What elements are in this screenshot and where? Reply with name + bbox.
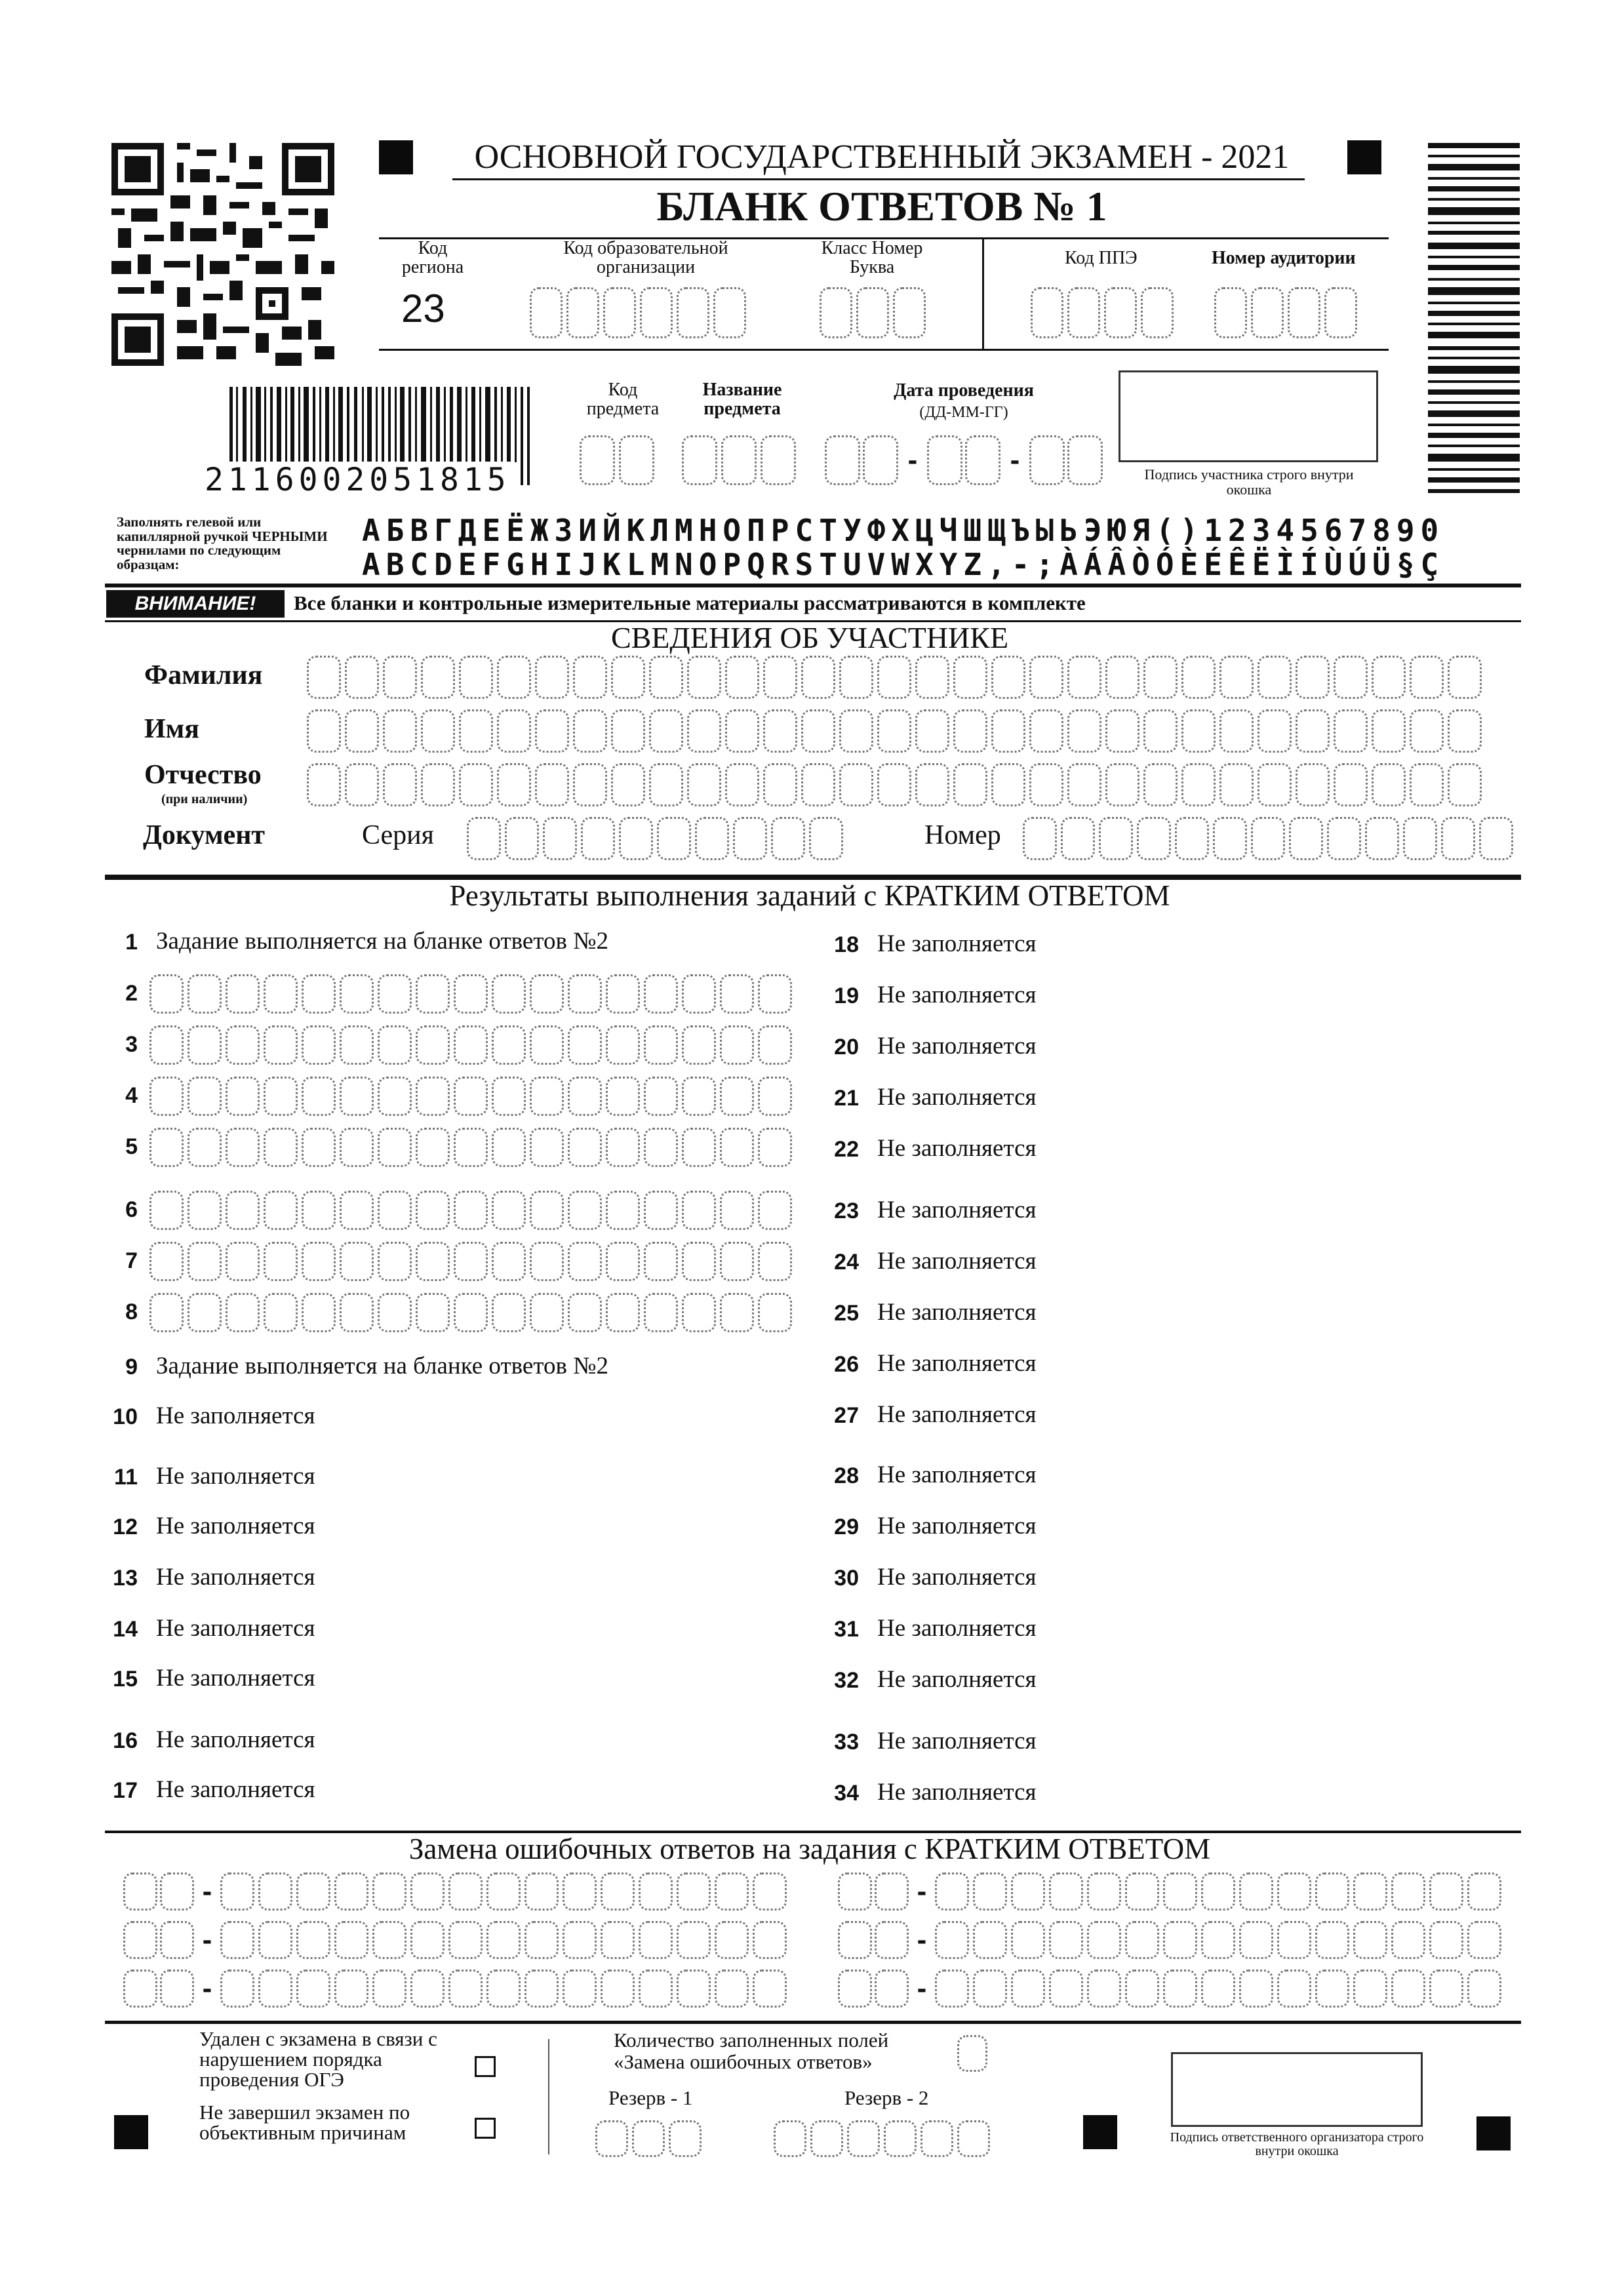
subject-code-label: Код предмета (586, 380, 660, 420)
task-number: 14 (113, 1617, 138, 1642)
name-input[interactable] (307, 709, 1482, 753)
codes-divider (982, 237, 984, 350)
ppe-label: Код ППЭ (1065, 248, 1138, 268)
task-note: Не заполняется (156, 1776, 315, 1803)
subject-name-input[interactable] (682, 435, 796, 485)
answer-input-3[interactable] (149, 1025, 792, 1065)
series-label: Серия (362, 820, 434, 850)
replacement-input-left-2[interactable]: - (123, 1921, 787, 1959)
region-label: Код региона (401, 238, 464, 278)
task-number: 16 (113, 1728, 138, 1753)
task-note: Не заполняется (877, 1461, 1037, 1488)
reserve2-input[interactable] (774, 2120, 990, 2157)
answer-input-8[interactable] (149, 1293, 792, 1332)
task-number: 31 (834, 1617, 859, 1642)
task-note: Не заполняется (877, 1401, 1037, 1428)
task-note: Не заполняется (156, 1564, 315, 1591)
footer-top-line (105, 2021, 1521, 2024)
task-number: 5 (125, 1134, 138, 1159)
surname-input[interactable] (307, 656, 1482, 699)
task-number: 11 (114, 1465, 138, 1490)
codes-bottom-line (379, 349, 1389, 351)
surname-label: Фамилия (144, 660, 263, 690)
region-value: 23 (401, 287, 445, 330)
task-number: 18 (834, 932, 859, 957)
task-number: 32 (834, 1668, 859, 1693)
task-note: Не заполняется (156, 1726, 315, 1753)
task-number: 25 (834, 1301, 859, 1326)
ink-instruction: Заполнять гелевой или капиллярной ручкой ЧЕРНЫМИ чернилами по следующим образцам: (117, 514, 328, 572)
replacement-input-right-2[interactable]: - (838, 1921, 1501, 1959)
task-note: Не заполняется (877, 1197, 1037, 1223)
subject-code-input[interactable] (580, 435, 654, 485)
answer-input-5[interactable] (149, 1128, 792, 1167)
task-note: Не заполняется (877, 1615, 1037, 1642)
document-series-input[interactable] (467, 817, 843, 860)
task-note: Не заполняется (877, 1033, 1037, 1060)
org-code-input[interactable] (530, 287, 746, 338)
task-note: Не заполняется (877, 930, 1037, 957)
marker-square-top-right (1347, 140, 1381, 174)
subject-name-label: Название предмета (702, 380, 782, 420)
task-number: 28 (834, 1463, 859, 1488)
task-note: Не заполняется (877, 1248, 1037, 1275)
task-number: 21 (834, 1086, 859, 1111)
task-note: Не заполняется (877, 1513, 1037, 1539)
task-number: 23 (834, 1199, 859, 1223)
patronymic-note: (при наличии) (161, 792, 248, 806)
form-title: БЛАНК ОТВЕТОВ № 1 (656, 183, 1107, 229)
attention-badge: ВНИМАНИЕ! (106, 590, 285, 618)
patronymic-label: Отчество (144, 760, 262, 790)
task-number: 1 (125, 930, 138, 955)
room-input[interactable] (1214, 287, 1357, 338)
task-note: Задание выполняется на бланке ответов №2 (156, 928, 608, 955)
task-number: 20 (834, 1035, 859, 1060)
count-label: Количество заполненных полей «Замена ошибочных ответов» (614, 2029, 889, 2073)
not-finished-label: Не завершил экзамен по объективным причинам (199, 2101, 410, 2144)
task-number: 22 (834, 1137, 859, 1162)
participant-section-title: СВЕДЕНИЯ ОБ УЧАСТНИКЕ (610, 621, 1009, 654)
document-label: Документ (143, 820, 266, 850)
removed-label: Удален с экзамена в связи с нарушением порядка проведения ОГЭ (199, 2027, 437, 2091)
task-number: 10 (113, 1404, 138, 1429)
answer-input-6[interactable] (149, 1191, 792, 1230)
replacement-input-right-3[interactable]: - (838, 1970, 1501, 2008)
marker-square-bottom-left (114, 2115, 148, 2149)
task-note: Не заполняется (156, 1665, 315, 1692)
task-number: 30 (834, 1566, 859, 1591)
class-input[interactable] (820, 287, 926, 338)
reserve1-label: Резерв - 1 (608, 2086, 693, 2109)
answer-input-7[interactable] (149, 1242, 792, 1281)
exam-title: ОСНОВНОЙ ГОСУДАРСТВЕННЫЙ ЭКЗАМЕН - 2021 (474, 138, 1290, 176)
task-number: 13 (113, 1566, 138, 1591)
task-number: 33 (834, 1730, 859, 1754)
task-number: 3 (125, 1032, 138, 1057)
task-number: 7 (125, 1248, 138, 1273)
results-section-title: Результаты выполнения заданий с КРАТКИМ ОТВЕТОМ (449, 879, 1170, 912)
sample-row-latin: ABCDEFGHIJKLMNOPQRSTUVWXYZ,-;ÀÁÂÒÓÈÉÊËÌÍÙÚÜ§Ç (362, 547, 1445, 582)
organizer-signature-caption: Подпись ответственного организатора строго внутри окошка (1170, 2130, 1424, 2158)
task-note: Не заполняется (877, 1728, 1037, 1754)
task-number: 27 (834, 1403, 859, 1428)
task-note: Не заполняется (877, 1564, 1037, 1591)
task-number: 24 (834, 1250, 859, 1275)
task-number: 4 (125, 1083, 138, 1108)
exam-title-underline (452, 178, 1305, 180)
count-input[interactable] (957, 2035, 987, 2072)
task-number: 12 (113, 1515, 138, 1539)
task-number: 15 (113, 1667, 138, 1692)
task-note: Не заполняется (877, 1084, 1037, 1111)
task-note: Не заполняется (877, 1135, 1037, 1162)
barcode-number: 2116002051815 (205, 462, 511, 498)
attention-top-line (105, 584, 1521, 587)
ppe-input[interactable] (1031, 287, 1174, 338)
vertical-barcode (1428, 143, 1520, 497)
not-finished-checkbox[interactable] (475, 2118, 496, 2139)
task-note: Не заполняется (156, 1463, 315, 1490)
task-note: Не заполняется (877, 1350, 1037, 1377)
task-number: 8 (125, 1299, 138, 1324)
replacement-input-left-1[interactable]: - (123, 1873, 787, 1911)
removed-checkbox[interactable] (475, 2056, 496, 2077)
task-number: 34 (834, 1781, 859, 1806)
task-number: 29 (834, 1515, 859, 1539)
reserve2-label: Резерв - 2 (844, 2086, 929, 2109)
task-number: 17 (113, 1778, 138, 1803)
document-number-input[interactable] (1023, 817, 1513, 860)
task-note: Не заполняется (877, 1779, 1037, 1806)
attention-text: Все бланки и контрольные измерительные материалы рассматриваются в комплекте (294, 591, 1086, 614)
date-input[interactable]: - - (825, 435, 1103, 485)
task-note: Не заполняется (877, 1299, 1037, 1326)
participant-signature-box[interactable] (1119, 370, 1378, 462)
task-number: 9 (125, 1355, 138, 1379)
task-number: 2 (125, 981, 138, 1006)
qr-code (111, 143, 334, 366)
answer-input-4[interactable] (149, 1077, 792, 1116)
task-note: Не заполняется (156, 1513, 315, 1539)
room-label: Номер аудитории (1212, 248, 1356, 268)
task-note: Не заполняется (156, 1615, 315, 1642)
org-label: Код образовательной организации (563, 238, 728, 278)
replacement-input-left-3[interactable]: - (123, 1970, 787, 2008)
organizer-signature-box[interactable] (1171, 2052, 1423, 2127)
participant-signature-caption: Подпись участника строго внутри окошка (1144, 466, 1354, 498)
task-number: 26 (834, 1352, 859, 1377)
replacement-section-title: Замена ошибочных ответов на задания с КРАТКИМ ОТВЕТОМ (408, 1833, 1211, 1865)
sample-row-cyrillic: АБВГДЕЁЖЗИЙКЛМНОПРСТУФХЦЧШЩЪЫЬЭЮЯ()1234567890 (362, 513, 1445, 548)
date-label: Дата проведения (894, 380, 1034, 401)
date-format-label: (ДД-ММ-ГГ) (919, 404, 1008, 421)
footer-divider (548, 2039, 549, 2154)
marker-square-bottom-center (1083, 2115, 1117, 2149)
class-label: Класс Номер Буква (821, 238, 923, 278)
task-note: Задание выполняется на бланке ответов №2 (156, 1353, 608, 1379)
reserve1-input[interactable] (595, 2120, 702, 2157)
task-note: Не заполняется (877, 1666, 1037, 1693)
task-number: 19 (834, 983, 859, 1008)
marker-square-top-left (379, 140, 413, 174)
task-note: Не заполняется (156, 1402, 315, 1429)
task-number: 6 (125, 1197, 138, 1222)
task-note: Не заполняется (877, 981, 1037, 1008)
marker-square-bottom-right (1476, 2116, 1511, 2150)
replacement-input-right-1[interactable]: - (838, 1873, 1501, 1911)
number-label: Номер (924, 820, 1001, 850)
patronymic-input[interactable] (307, 763, 1482, 806)
answer-input-2[interactable] (149, 974, 792, 1014)
name-label: Имя (144, 714, 199, 744)
